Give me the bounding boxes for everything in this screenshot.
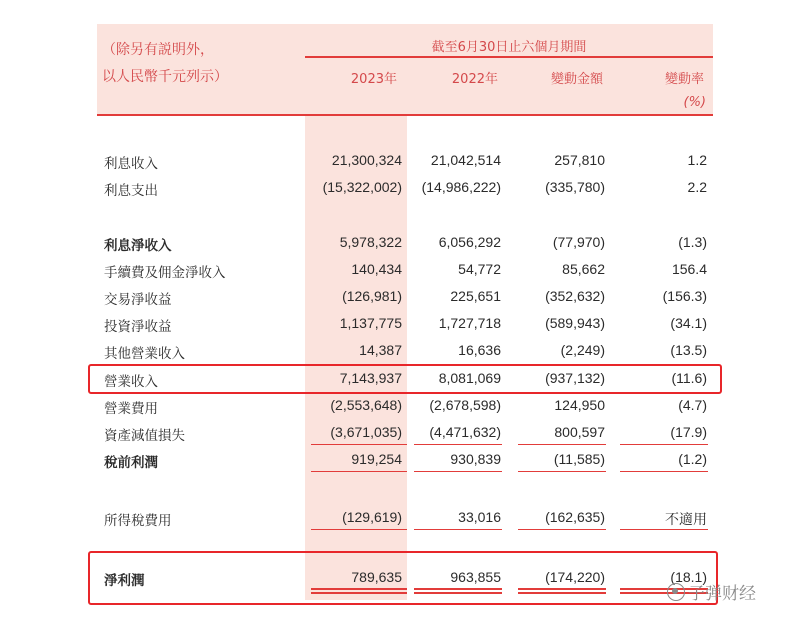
value-change-amount: (352,632) [545, 288, 605, 304]
value-2022: (4,471,632) [429, 424, 501, 440]
subtotal-rule [620, 444, 708, 445]
table-row [0, 231, 811, 255]
value-2023: (15,322,002) [322, 179, 402, 195]
period-header-rule [305, 56, 713, 58]
row-label: 資產減值損失 [104, 428, 185, 444]
value-change-rate: (156.3) [662, 288, 707, 304]
value-change-amount: (335,780) [545, 179, 605, 195]
table-row [0, 176, 811, 200]
value-change-rate: (11.6) [671, 370, 707, 386]
value-change-rate: (34.1) [670, 315, 707, 331]
value-2022: 225,651 [450, 288, 501, 304]
column-header-change-amount: 變動金額 [550, 72, 603, 87]
value-2023: 140,434 [351, 261, 402, 277]
value-change-rate: (18.1) [670, 569, 707, 585]
change-rate-unit: (%) [683, 95, 706, 110]
row-label: 手續費及佣金淨收入 [104, 265, 226, 281]
value-change-rate: 156.4 [671, 261, 707, 277]
subtotal-rule [518, 471, 606, 472]
subtotal-rule [311, 529, 407, 530]
value-2023: (129,619) [342, 509, 402, 525]
subtotal-rule [414, 444, 502, 445]
value-2022: 54,772 [458, 261, 501, 277]
value-change-rate: 2.2 [687, 179, 707, 195]
value-2023: 21,300,324 [331, 152, 402, 168]
value-2022: 8,081,069 [438, 370, 501, 386]
value-change-amount: (77,970) [552, 234, 605, 250]
row-label: 營業收入 [104, 374, 158, 390]
value-change-amount: 85,662 [562, 261, 605, 277]
row-label: 其他營業收入 [104, 346, 185, 362]
row-label: 稅前利潤 [104, 455, 158, 471]
value-2022: 963,855 [450, 569, 501, 585]
value-2023: 1,137,775 [339, 315, 402, 331]
column-header-2023: 2023年 [350, 72, 397, 87]
table-row [0, 421, 811, 445]
value-2023: 789,635 [351, 569, 402, 585]
column-header-2022: 2022年 [451, 72, 498, 87]
row-label: 交易淨收益 [104, 292, 172, 308]
value-change-rate: (1.3) [678, 234, 707, 250]
value-2023: 5,978,322 [339, 234, 402, 250]
value-change-amount: (589,943) [545, 315, 605, 331]
unit-note-line1: （除另有説明外， [102, 42, 214, 58]
value-2022: (14,986,222) [421, 179, 501, 195]
row-label: 利息支出 [104, 183, 158, 199]
table-row [0, 448, 811, 472]
value-change-amount: (937,132) [545, 370, 605, 386]
value-2022: 16,636 [458, 342, 501, 358]
header-bottom-rule [97, 114, 713, 116]
value-2023: 14,387 [359, 342, 402, 358]
period-header: 截至6月30日止六個月期間 [431, 40, 587, 55]
column-header-change-rate: 變動率 [664, 72, 704, 87]
table-row [0, 258, 811, 282]
table-row [0, 506, 811, 530]
subtotal-rule [311, 471, 407, 472]
subtotal-rule [620, 529, 708, 530]
row-label: 利息淨收入 [104, 238, 172, 254]
operating-revenue-highlight [88, 364, 722, 394]
value-2023: (126,981) [342, 288, 402, 304]
value-change-rate: (1.2) [678, 451, 707, 467]
value-2022: 1,727,718 [438, 315, 501, 331]
row-label: 投資淨收益 [104, 319, 172, 335]
value-change-amount: (162,635) [545, 509, 605, 525]
subtotal-rule [518, 529, 606, 530]
value-change-rate: (17.9) [670, 424, 707, 440]
camera-icon [667, 583, 685, 601]
row-label: 所得稅費用 [104, 513, 172, 529]
table-row [0, 312, 811, 336]
table-row [0, 339, 811, 363]
value-2022: 21,042,514 [430, 152, 501, 168]
value-2023: 919,254 [351, 451, 402, 467]
watermark [667, 579, 756, 604]
value-change-rate: 不適用 [665, 511, 707, 527]
value-2022: 33,016 [458, 509, 501, 525]
net-profit-highlight [88, 551, 718, 605]
value-change-amount: (2,249) [560, 342, 605, 358]
watermark-text: 子弹财经 [688, 584, 756, 604]
value-change-amount: (174,220) [545, 569, 605, 585]
value-change-amount: 800,597 [554, 424, 605, 440]
subtotal-rule [414, 529, 502, 530]
unit-note-line2: 以人民幣千元列示） [102, 69, 228, 85]
value-2023: 7,143,937 [339, 370, 402, 386]
value-2023: (2,553,648) [330, 397, 402, 413]
row-label: 營業費用 [104, 401, 158, 417]
value-change-rate: 1.2 [687, 152, 707, 168]
subtotal-rule [620, 471, 708, 472]
value-2022: (2,678,598) [429, 397, 501, 413]
value-2022: 930,839 [450, 451, 501, 467]
value-change-amount: 124,950 [554, 397, 605, 413]
value-2022: 6,056,292 [438, 234, 501, 250]
table-row [0, 394, 811, 418]
value-change-amount: (11,585) [553, 451, 605, 467]
row-label: 利息收入 [104, 156, 158, 172]
subtotal-rule [414, 471, 502, 472]
value-change-rate: (13.5) [670, 342, 707, 358]
value-change-amount: 257,810 [554, 152, 605, 168]
table-row [0, 149, 811, 173]
subtotal-rule [311, 444, 407, 445]
subtotal-rule [518, 444, 606, 445]
value-2023: (3,671,035) [330, 424, 402, 440]
table-row [0, 285, 811, 309]
value-change-rate: (4.7) [678, 397, 707, 413]
row-label: 淨利潤 [104, 573, 145, 589]
